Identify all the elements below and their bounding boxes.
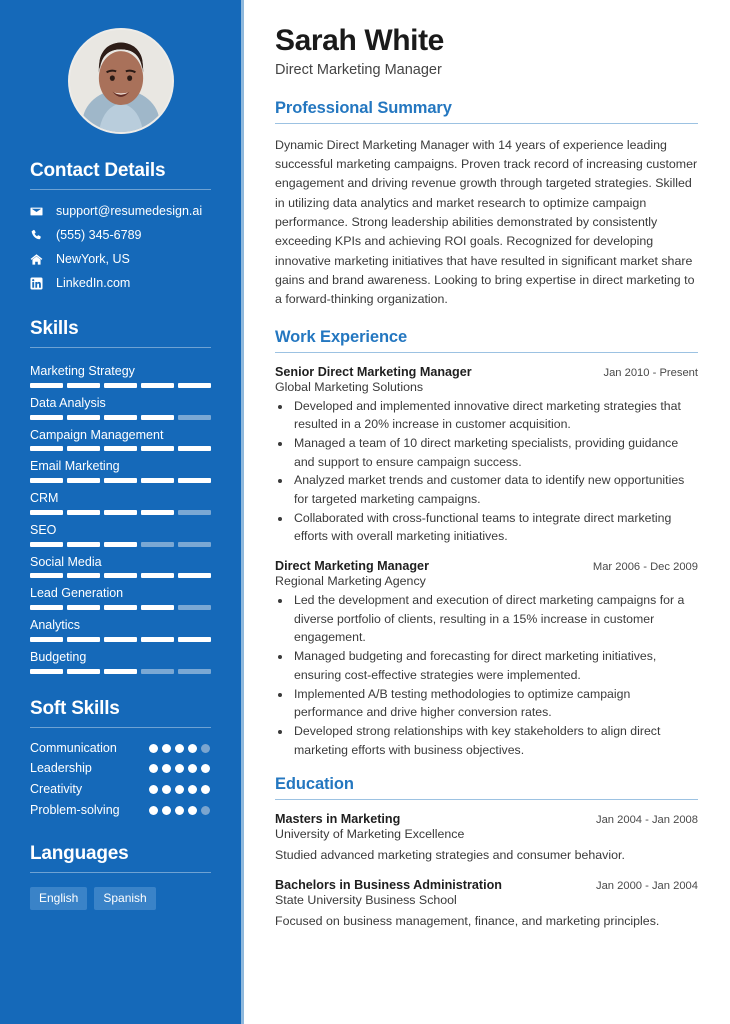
skill-bar-segment	[178, 478, 211, 483]
summary-heading-divider	[275, 123, 698, 124]
skill-name: Social Media	[30, 554, 102, 569]
skill-bar-segment	[178, 605, 211, 610]
skill-bar-segment	[104, 478, 137, 483]
rating-dot	[201, 764, 210, 773]
soft-skill-row	[30, 783, 211, 797]
language-tag[interactable]: Spanish	[94, 887, 155, 910]
soft-skill-rating-dots	[149, 783, 211, 794]
education-date: Jan 2004 - Jan 2008	[595, 814, 698, 827]
skill-bar-segment	[141, 573, 174, 578]
home-icon	[30, 253, 48, 266]
contact-details-section	[0, 160, 241, 291]
skill-row	[30, 616, 211, 642]
soft-skills-heading-divider	[30, 727, 211, 728]
soft-skills-heading: Soft Skills	[30, 697, 120, 719]
skill-bar-segment	[30, 637, 63, 642]
spacer	[0, 825, 241, 843]
rating-dot	[175, 744, 184, 753]
skill-bar-segment	[67, 415, 100, 420]
contact-item-location[interactable]	[30, 252, 211, 267]
work-entry-organization: Global Marketing Solutions	[275, 379, 424, 394]
skills-section	[0, 318, 241, 674]
skill-bar-segment	[67, 637, 100, 642]
avatar	[68, 28, 174, 134]
avatar-container	[0, 0, 241, 160]
education-school: State University Business School	[275, 892, 457, 907]
skill-name: Campaign Management	[30, 427, 164, 442]
skills-heading-divider	[30, 347, 211, 348]
soft-skills-section	[0, 698, 241, 818]
work-entry-title: Senior Direct Marketing Manager	[275, 364, 472, 379]
education-date: Jan 2000 - Jan 2004	[595, 879, 698, 892]
rating-dot	[149, 764, 158, 773]
sidebar	[0, 0, 244, 1024]
rating-dot	[201, 806, 210, 815]
work-bullet-item: • Developed strong relationships with key stakeholders to align direct marketing efforts with business objectives.	[292, 722, 698, 759]
contact-location-text: NewYork, US	[56, 252, 130, 266]
education-entry-header	[275, 812, 698, 826]
skill-name: CRM	[30, 491, 59, 505]
skill-name: Lead Generation	[30, 586, 124, 601]
envelope-icon	[30, 205, 48, 218]
education-degree: Bachelors in Business Administration	[275, 877, 502, 892]
rating-dot	[162, 806, 171, 815]
skill-name: Marketing Strategy	[30, 364, 135, 378]
skill-bar-segment	[30, 605, 63, 610]
skill-bar-segment	[141, 510, 174, 515]
skill-bar-segment	[30, 446, 63, 451]
languages-heading: Languages	[30, 842, 129, 864]
skill-bar-segment	[104, 446, 137, 451]
contact-phone-text: (555) 345-6789	[56, 228, 142, 242]
skill-name: Email Marketing	[30, 459, 120, 474]
work-entry-header	[275, 365, 698, 379]
education-description: Studied advanced marketing strategies and consumer behavior.	[275, 848, 625, 863]
contact-item-email[interactable]	[30, 204, 211, 219]
main-content	[244, 0, 730, 1024]
skill-bar-segment	[178, 669, 211, 674]
work-bullet-item: • Implemented A/B testing methodologies to optimize campaign performance and drive higher conversion rates.	[292, 685, 698, 722]
work-experience-section	[275, 328, 698, 760]
skill-bar-segment	[67, 573, 100, 578]
spacer	[0, 300, 241, 318]
work-bullet-item: • Managed a team of 10 direct marketing specialists, providing guidance and support to ensure campaign success.	[292, 434, 698, 471]
skill-bar-segment	[104, 637, 137, 642]
contact-heading-divider	[30, 189, 211, 190]
skill-bar-segment	[104, 605, 137, 610]
work-entry-organization: Regional Marketing Agency	[275, 574, 426, 589]
rating-dot	[162, 764, 171, 773]
professional-summary-text: Dynamic Direct Marketing Manager with 14 years of experience leading successful marketing campaigns. Proven track record of increasing customer engagement and driving revenue growth through targeted strategies. Skilled in utilizing data analytics and market research to optimize campaign performance. Strong leadership abilities demonstrated by consistently exceeding KPIs and achieving ROI goals. Recognized for developing innovative marketing initiatives that have resulted in significant market share gains and brand awareness. Looking to bring expertise in direct marketing to a forward-thinking organization.	[275, 137, 698, 307]
phone-icon	[30, 229, 48, 242]
work-entry-bullets	[275, 397, 698, 547]
rating-dot	[162, 785, 171, 794]
work-entry-bullets	[275, 591, 698, 759]
skill-level-bar	[30, 605, 211, 610]
language-tag-list	[30, 887, 211, 910]
skill-level-bar	[30, 637, 211, 642]
soft-skill-name: Problem-solving	[30, 802, 120, 817]
skill-row	[30, 457, 211, 483]
skill-bar-segment	[104, 573, 137, 578]
skill-bar-segment	[67, 478, 100, 483]
skill-bar-segment	[104, 542, 137, 547]
skill-level-bar	[30, 510, 211, 515]
professional-summary-heading: Professional Summary	[275, 98, 452, 117]
skill-bar-segment	[30, 542, 63, 547]
skill-level-bar	[30, 573, 211, 578]
work-entry	[275, 559, 698, 759]
rating-dot	[175, 785, 184, 794]
skill-bar-segment	[67, 669, 100, 674]
work-bullet-item: • Analyzed market trends and customer data to identify new opportunities for targeted marketing campaigns.	[292, 471, 698, 508]
rating-dot	[175, 764, 184, 773]
soft-skill-row	[30, 762, 211, 776]
skill-bar-segment	[141, 542, 174, 547]
rating-dot	[188, 806, 197, 815]
skill-bar-segment	[30, 415, 63, 420]
work-entry	[275, 365, 698, 547]
soft-skill-rating-dots	[149, 742, 211, 753]
skill-bar-segment	[178, 383, 211, 388]
skill-name: Analytics	[30, 618, 81, 632]
education-entry	[275, 812, 698, 865]
education-degree: Masters in Marketing	[275, 812, 401, 827]
skill-bar-segment	[178, 510, 211, 515]
job-title: Direct Marketing Manager	[275, 61, 442, 78]
skill-bar-segment	[141, 605, 174, 610]
soft-skill-row	[30, 742, 211, 756]
skill-level-bar	[30, 383, 211, 388]
linkedin-icon	[30, 277, 48, 290]
skill-bar-segment	[141, 637, 174, 642]
rating-dot	[162, 744, 171, 753]
soft-skill-row	[30, 804, 211, 818]
skill-bar-segment	[67, 510, 100, 515]
rating-dot	[149, 744, 158, 753]
skill-bar-segment	[67, 542, 100, 547]
skill-row	[30, 362, 211, 388]
work-bullet-item: • Managed budgeting and forecasting for direct marketing initiatives, ensuring cost-effective strategies were implemented.	[292, 647, 698, 684]
education-entry-list	[275, 812, 698, 930]
work-entry-date: Mar 2006 - Dec 2009	[592, 561, 698, 574]
languages-section	[0, 843, 241, 910]
education-description: Focused on business management, finance, and marketing principles.	[275, 913, 660, 928]
skill-bar-segment	[104, 415, 137, 420]
skill-row	[30, 584, 211, 610]
skill-bar-segment	[141, 478, 174, 483]
rating-dot	[188, 764, 197, 773]
skill-bar-segment	[178, 415, 211, 420]
contact-item-phone[interactable]	[30, 228, 211, 243]
contact-details-heading: Contact Details	[30, 160, 166, 181]
work-bullet-item: • Collaborated with cross-functional teams to integrate direct marketing efforts with overall marketing initiatives.	[292, 509, 698, 546]
work-entry-date: Jan 2010 - Present	[603, 366, 698, 379]
contact-linkedin-text: LinkedIn.com	[56, 276, 131, 290]
rating-dot	[175, 806, 184, 815]
skill-name: Budgeting	[30, 649, 87, 664]
education-school: University of Marketing Excellence	[275, 827, 465, 842]
rating-dot	[149, 785, 158, 794]
skills-heading: Skills	[30, 318, 79, 339]
work-bullet-item: • Developed and implemented innovative direct marketing strategies that resulted in a 20% increase in customer acquisition.	[292, 397, 698, 434]
skill-bar-segment	[67, 446, 100, 451]
professional-summary-section	[275, 99, 698, 310]
education-heading: Education	[275, 775, 354, 794]
skill-bar-segment	[178, 446, 211, 451]
soft-skill-rating-dots	[149, 762, 211, 773]
skill-bar-segment	[67, 383, 100, 388]
rating-dot	[201, 785, 210, 794]
work-entry-header	[275, 559, 698, 573]
spacer	[0, 680, 241, 698]
skill-level-bar	[30, 478, 211, 483]
skill-bar-segment	[104, 669, 137, 674]
rating-dot	[201, 744, 210, 753]
skill-row	[30, 553, 211, 579]
skill-bar-segment	[104, 383, 137, 388]
profile-photo-icon	[70, 30, 172, 132]
skill-bar-segment	[141, 446, 174, 451]
soft-skill-name: Communication	[30, 740, 117, 755]
skill-bar-segment	[178, 637, 211, 642]
skill-bar-segment	[178, 542, 211, 547]
rating-dot	[188, 785, 197, 794]
skill-name: SEO	[30, 522, 57, 537]
rating-dot	[149, 806, 158, 815]
education-entry	[275, 878, 698, 931]
education-section	[275, 775, 698, 930]
work-heading-divider	[275, 352, 698, 353]
skill-bar-segment	[30, 478, 63, 483]
skill-row	[30, 394, 211, 420]
skill-row	[30, 521, 211, 547]
contact-email-text: support@resumedesign.ai	[56, 204, 203, 218]
skill-level-bar	[30, 415, 211, 420]
skill-level-bar	[30, 542, 211, 547]
rating-dot	[188, 744, 197, 753]
skill-bar-segment	[141, 415, 174, 420]
soft-skill-name: Creativity	[30, 782, 83, 796]
skill-bar-segment	[30, 510, 63, 515]
contact-item-linkedin[interactable]	[30, 276, 211, 291]
skill-name: Data Analysis	[30, 395, 106, 410]
work-experience-heading: Work Experience	[275, 327, 408, 346]
skill-bar-segment	[141, 669, 174, 674]
skill-row	[30, 426, 211, 452]
soft-skill-rating-dots	[149, 804, 211, 815]
skill-bar-segment	[30, 383, 63, 388]
languages-heading-divider	[30, 872, 211, 873]
education-heading-divider	[275, 799, 698, 800]
skill-bar-segment	[30, 669, 63, 674]
skill-level-bar	[30, 446, 211, 451]
skill-row	[30, 648, 211, 674]
work-entry-title: Direct Marketing Manager	[275, 559, 429, 574]
skill-bar-segment	[104, 510, 137, 515]
skills-list	[30, 362, 211, 674]
contact-list	[30, 204, 211, 291]
language-tag[interactable]: English	[30, 887, 87, 910]
education-entry-header	[275, 878, 698, 892]
skill-level-bar	[30, 669, 211, 674]
skill-bar-segment	[178, 573, 211, 578]
soft-skills-list	[30, 742, 211, 818]
skill-row	[30, 489, 211, 515]
skill-bar-segment	[67, 605, 100, 610]
page-title: Sarah White	[275, 24, 444, 57]
skill-bar-segment	[141, 383, 174, 388]
soft-skill-name: Leadership	[30, 761, 92, 776]
skill-bar-segment	[30, 573, 63, 578]
work-bullet-item: • Led the development and execution of direct marketing campaigns for a diverse portfolio of clients, resulting in a 15% increase in customer engagement.	[292, 591, 698, 647]
work-entry-list	[275, 365, 698, 760]
